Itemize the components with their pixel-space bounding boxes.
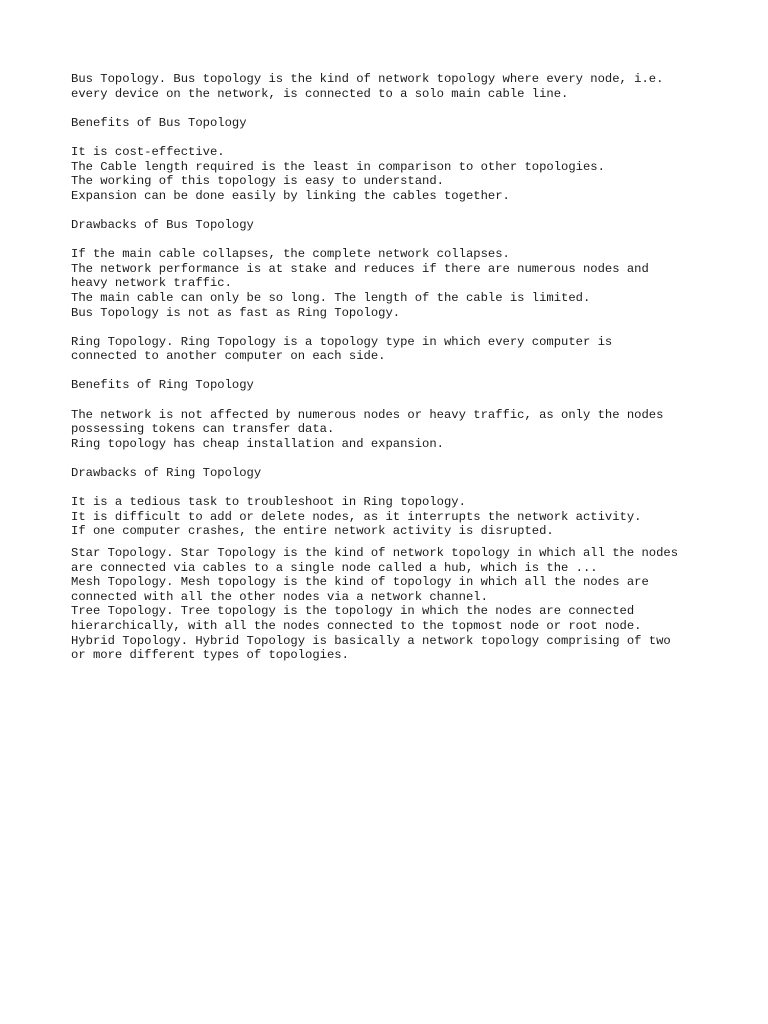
bus-drawbacks-heading: [71, 218, 731, 233]
section-heading: Benefits of Ring Topology: [71, 378, 254, 393]
text-line: or more different types of topologies.: [71, 648, 349, 663]
text-line: connected to another computer on each side.: [71, 349, 386, 364]
other-topologies: [71, 546, 731, 663]
section-heading: Drawbacks of Ring Topology: [71, 466, 262, 481]
bus-benefits-heading: [71, 116, 731, 131]
text-line: every device on the network, is connected to a solo main cable line.: [71, 86, 569, 101]
text-line: Star Topology. Star Topology is the kind of network topology in which all the nodes: [71, 546, 679, 560]
ring-drawbacks-heading: [71, 466, 731, 481]
text-line: Hybrid Topology. Hybrid Topology is basically a network topology comprising of two: [71, 633, 671, 648]
list-item: If one computer crashes, the entire network activity is disrupted.: [71, 524, 554, 539]
ring-topology-intro: [71, 335, 731, 364]
document-page: [71, 72, 731, 663]
text-line: connected with all the other nodes via a network channel.: [71, 589, 488, 604]
text-line: Bus Topology. Bus topology is the kind of network topology where every node, i.e.: [71, 72, 664, 86]
list-item: It is cost-effective.: [71, 144, 225, 159]
text-line: hierarchically, with all the nodes connected to the topmost node or root node.: [71, 618, 642, 633]
text-line: Mesh Topology. Mesh topology is the kind of topology in which all the nodes are: [71, 575, 649, 590]
bus-topology-intro: [71, 72, 731, 101]
section-heading: Drawbacks of Bus Topology: [71, 217, 254, 232]
list-item: The Cable length required is the least in comparison to other topologies.: [71, 159, 605, 174]
list-item: The working of this topology is easy to understand.: [71, 174, 444, 189]
bus-benefits-list: [71, 145, 731, 203]
list-item: It is difficult to add or delete nodes, as it interrupts the network activity.: [71, 509, 642, 524]
section-heading: Benefits of Bus Topology: [71, 115, 247, 130]
text-line: Tree Topology. Tree topology is the topology in which the nodes are connected: [71, 604, 635, 619]
bus-drawbacks-list: [71, 247, 731, 320]
list-item: The network is not affected by numerous nodes or heavy traffic, as only the nodes: [71, 407, 664, 422]
text-line: are connected via cables to a single node called a hub, which is the ...: [71, 560, 598, 575]
ring-benefits-list: [71, 408, 731, 452]
ring-drawbacks-list: [71, 495, 731, 539]
list-item: The network performance is at stake and reduces if there are numerous nodes and: [71, 261, 649, 276]
list-item: possessing tokens can transfer data.: [71, 422, 335, 437]
list-item: The main cable can only be so long. The length of the cable is limited.: [71, 290, 591, 305]
text-line: Ring Topology. Ring Topology is a topology type in which every computer is: [71, 334, 613, 349]
list-item: Expansion can be done easily by linking the cables together.: [71, 188, 510, 203]
list-item: If the main cable collapses, the complete network collapses.: [71, 247, 510, 262]
list-item: heavy network traffic.: [71, 276, 232, 291]
list-item: Bus Topology is not as fast as Ring Topology.: [71, 305, 401, 320]
ring-benefits-heading: [71, 378, 731, 393]
list-item: Ring topology has cheap installation and expansion.: [71, 436, 444, 451]
list-item: It is a tedious task to troubleshoot in Ring topology.: [71, 495, 466, 510]
